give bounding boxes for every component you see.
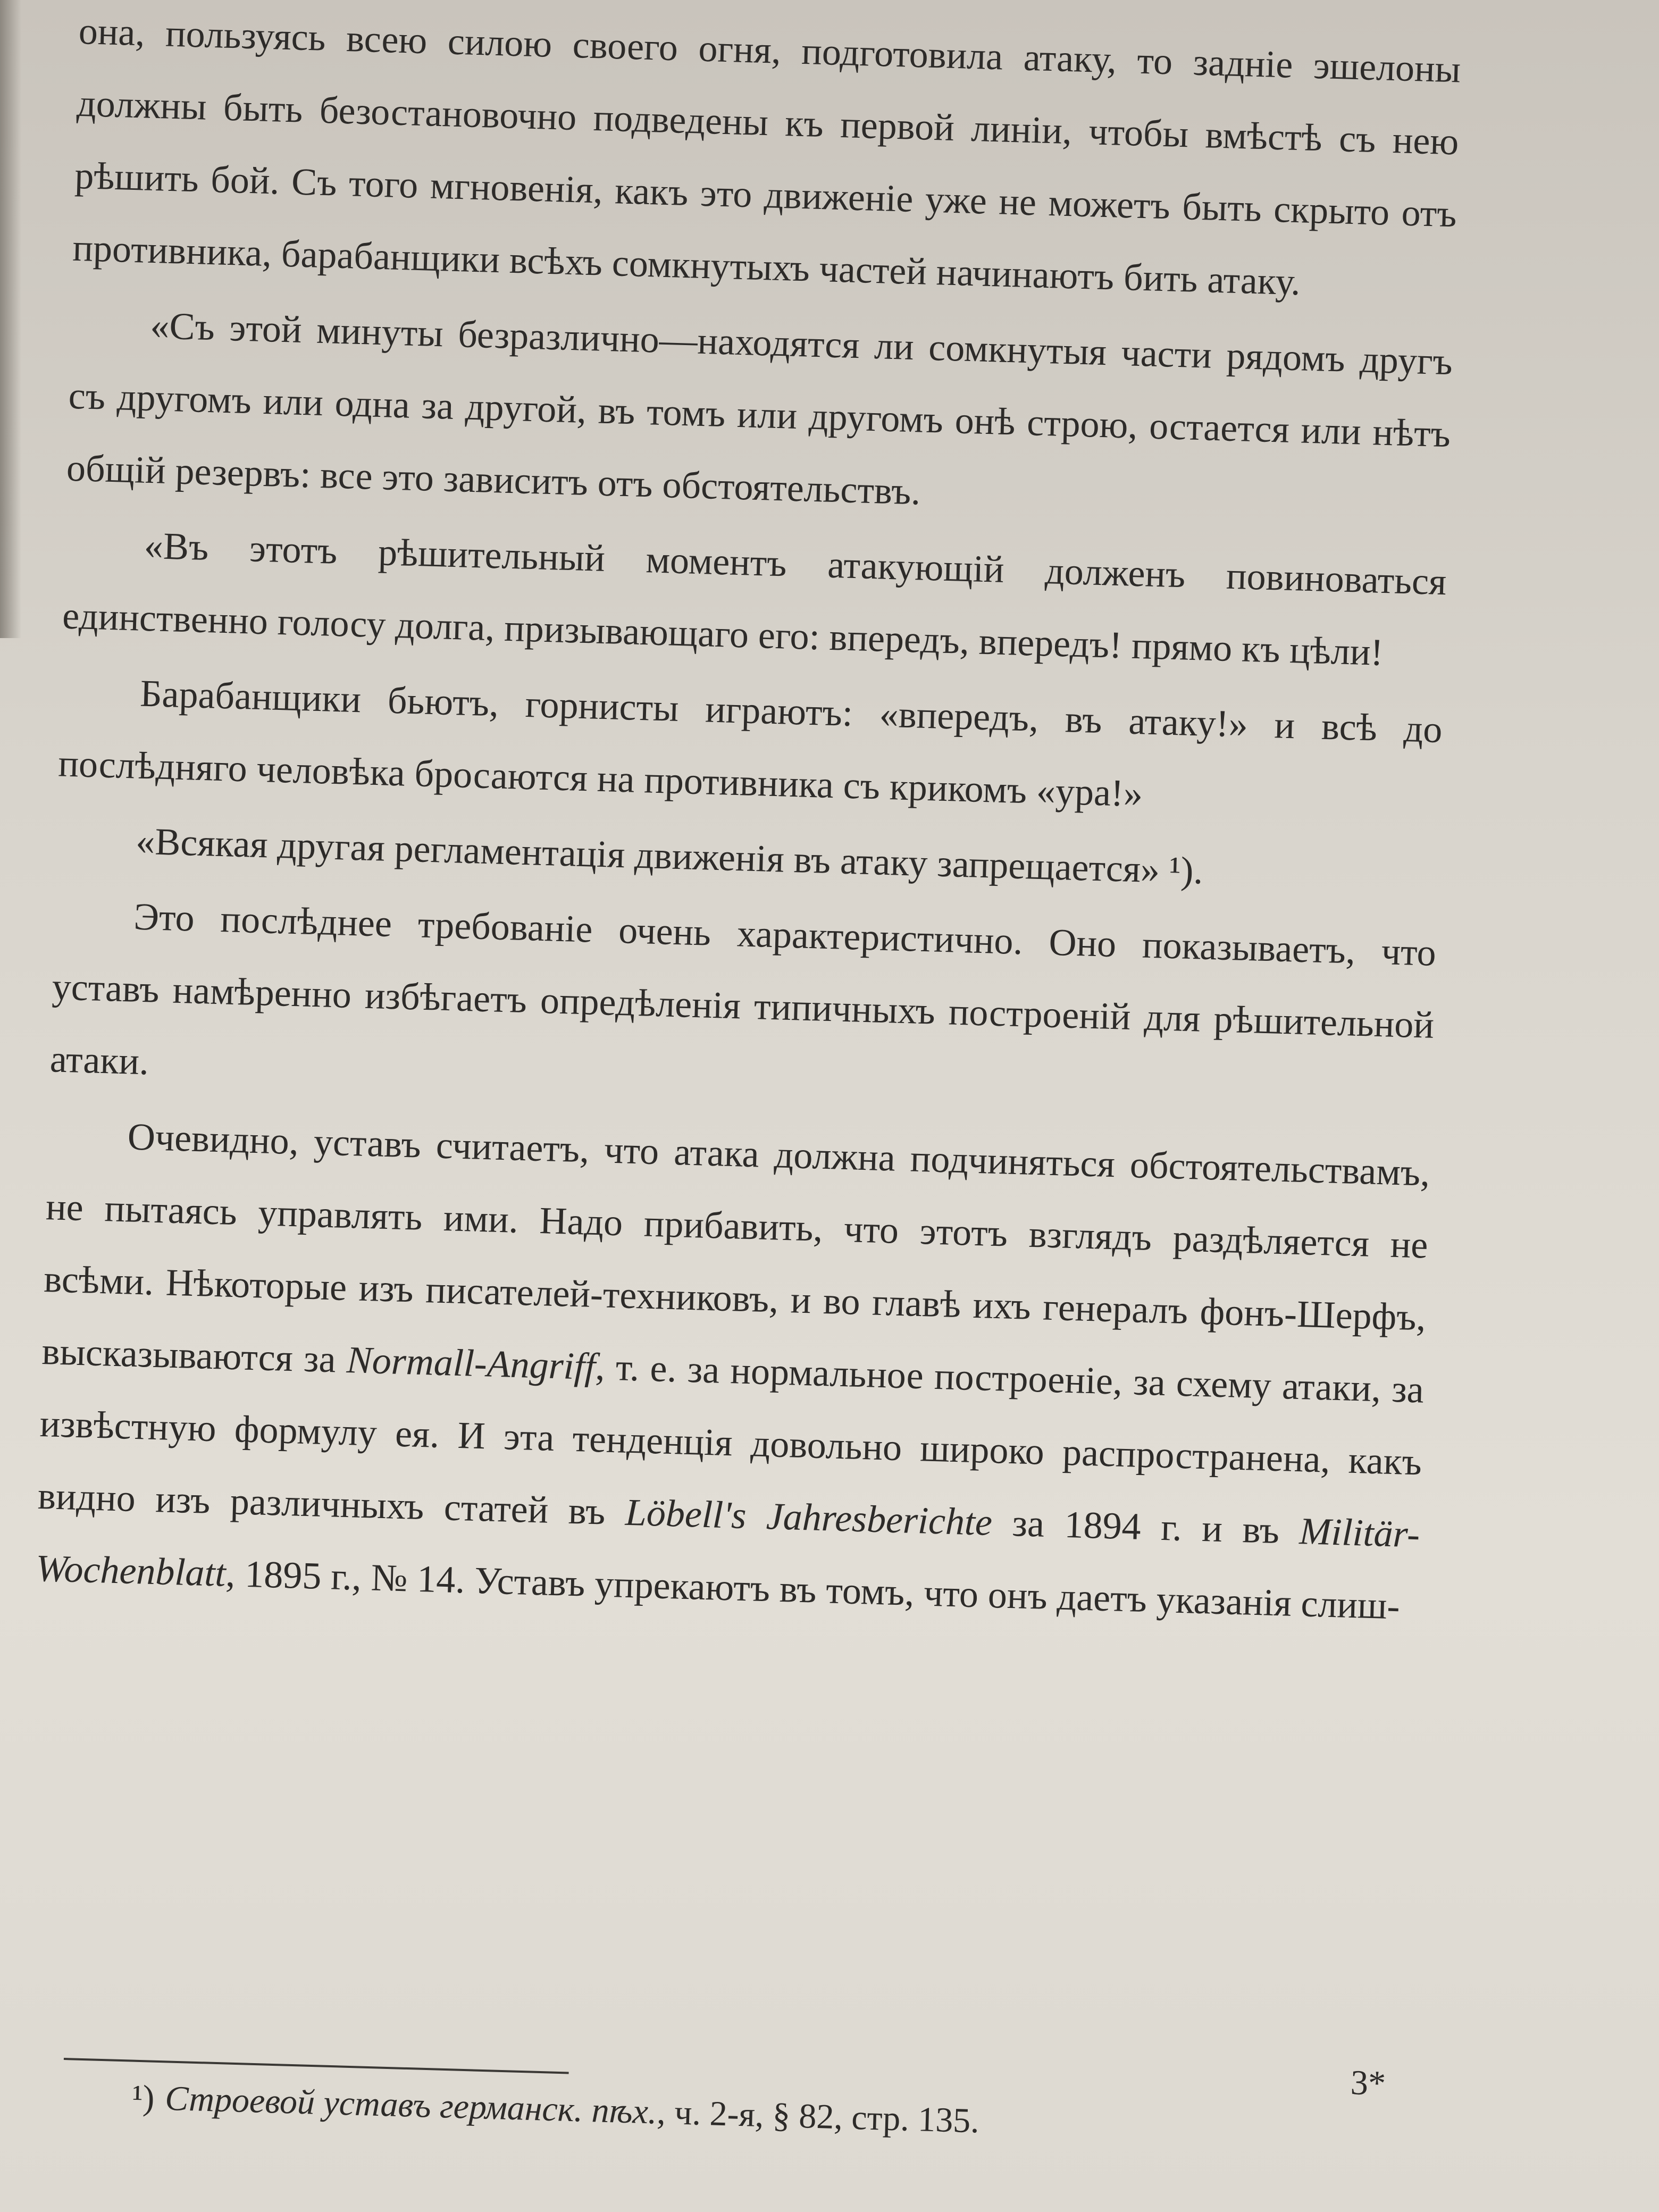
page-edge-shadow	[0, 0, 21, 638]
italic-term-normall-angriff: Normall-Angriff	[346, 1338, 596, 1388]
paragraph-4: Барабанщики бьютъ, горнисты играютъ: «впередъ, въ атаку!» и всѣ до послѣдняго человѣка бросаются на противника съ крикомъ «ура!»	[57, 672, 1443, 815]
footnote-marker: ¹)	[131, 2077, 155, 2118]
footnote-details: , ч. 2-я, § 82, стр. 135.	[656, 2092, 980, 2141]
paragraph-5: «Всякая другая регламентація движенія въ атаку запрещается» ¹).	[135, 819, 1204, 892]
signature-mark: 3*	[1350, 2063, 1387, 2103]
paragraph-7	[35, 1098, 1431, 1643]
footnote-source: Строевой уставъ германск. пѣх.	[164, 2079, 658, 2132]
paragraph-7-middle-2: за 1894 г. и въ	[1011, 1502, 1280, 1552]
paragraph-6: Это послѣднее требованіе очень характеристично. Оно показываетъ, что уставъ намѣренно избѣгаетъ опредѣленія типичныхъ построеній для рѣшительной атаки.	[49, 895, 1437, 1083]
paragraph-7-end: , 1895 г., № 14. Уставъ упрекаютъ въ томъ, что онъ даетъ указанія слиш-	[225, 1552, 1401, 1628]
footnote	[131, 2074, 1409, 2157]
paragraph-3: «Въ этотъ рѣшительный моментъ атакующій долженъ повиноваться единственно голосу долга, призывающаго его: впередъ, впередъ! прямо къ цѣли!	[62, 524, 1447, 674]
paragraph-1: она, пользуясь всею силою своего огня, подготовила атаку, то задніе эшелоны должны быть безостановочно подведены къ первой линіи, чтобы вмѣстѣ съ нею рѣшить бой. Съ того мгновенія, какъ это движеніе уже не можетъ быть скрыто отъ противника, барабанщики всѣхъ сомкнутыхъ частей начинаютъ бить атаку.	[72, 9, 1462, 304]
body-text	[35, 0, 1462, 1643]
italic-title-lobells: Löbell's Jahresberichte	[624, 1490, 993, 1544]
paragraph-7-start: Очевидно, уставъ считаетъ, что атака должна подчиняться обстоятельствамъ, не пытаясь управлять ими. Надо прибавить, что этотъ взглядъ раздѣляется не всѣми. Нѣкоторые изъ писателей-техниковъ, и во главѣ ихъ генералъ фонъ-Шерфъ, высказываются за	[41, 1115, 1431, 1381]
paragraph-2: «Съ этой минуты безразлично—находятся ли сомкнутыя части рядомъ другъ съ другомъ или одна за другой, въ томъ или другомъ онѣ строю, остается или нѣтъ общій резервъ: все это зависитъ отъ обстоятельствъ.	[66, 304, 1453, 513]
paragraph-7-middle: , т. е. за нормальное построеніе, за схему атаки, за извѣстную формулу ея. И эта тенденція довольно широко распространена, какъ видно изъ различныхъ статей въ	[37, 1345, 1425, 1533]
footnote-rule	[64, 2058, 569, 2074]
italic-title-militar-wochenblatt: Militär-Wochenblatt	[35, 1510, 1421, 1595]
